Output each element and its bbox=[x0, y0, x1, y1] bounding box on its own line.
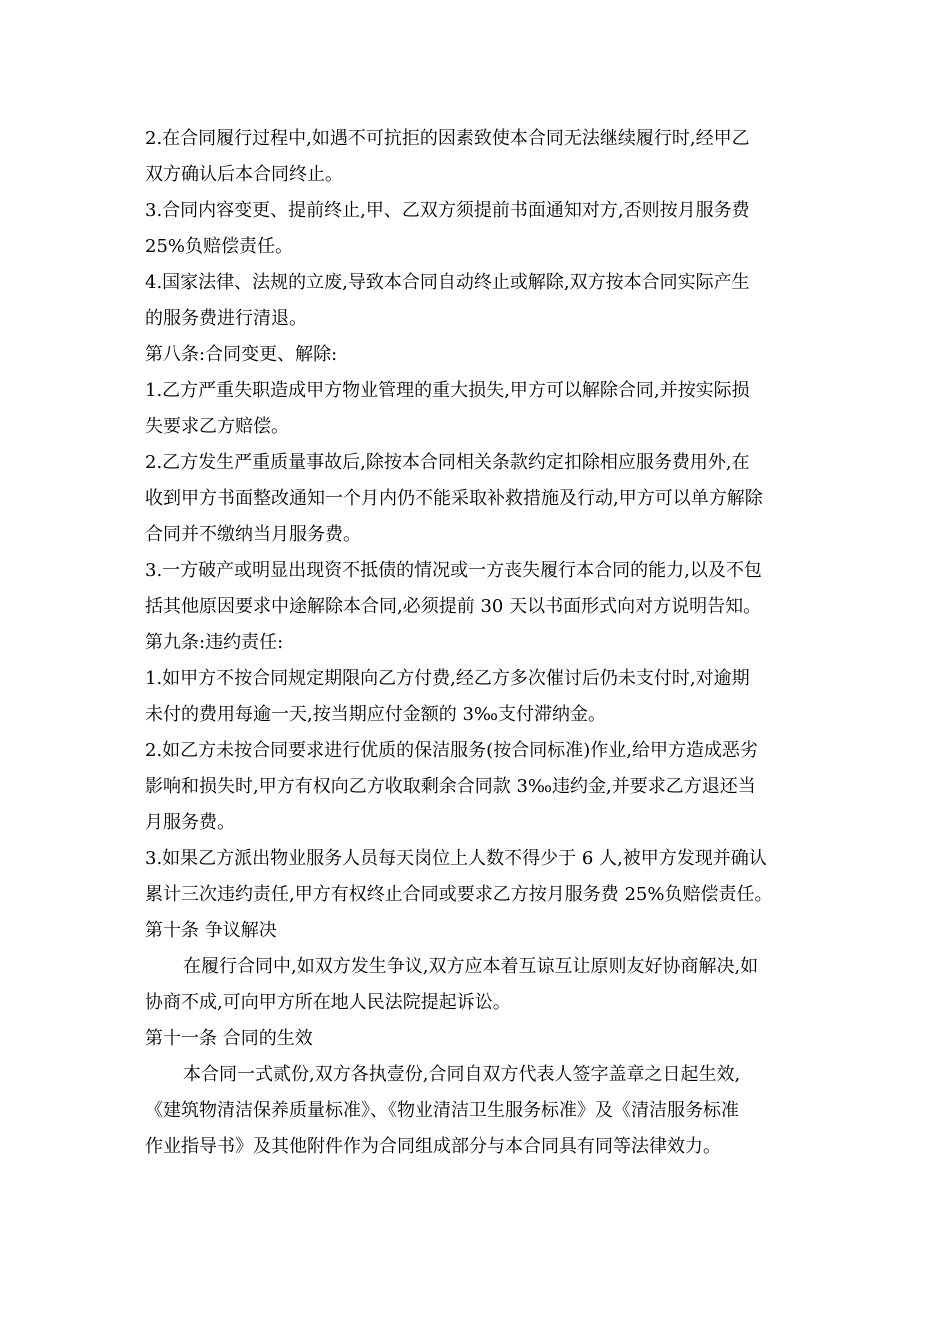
clause-7-item-3-line-1: 3.合同内容变更、提前终止,甲、乙双方须提前书面通知对方,否则按月服务费 bbox=[145, 200, 750, 221]
clause-10-body-line-1: 在履行合同中,如双方发生争议,双方应本着互谅互让原则友好协商解决,如 bbox=[183, 956, 759, 977]
clause-8-item-1-line-1: 1.乙方严重失职造成甲方物业管理的重大损失,甲方可以解除合同,并按实际损 bbox=[145, 380, 750, 401]
clause-10-heading: 第十条 争议解决 bbox=[145, 920, 277, 941]
clause-11-body-line-2: 《建筑物清洁保养质量标准》、《物业清洁卫生服务标准》及《清洁服务标准 bbox=[145, 1100, 739, 1121]
clause-8-item-1-line-2: 失要求乙方赔偿。 bbox=[145, 416, 289, 437]
clause-7-item-2-line-1: 2.在合同履行过程中,如遇不可抗拒的因素致使本合同无法继续履行时,经甲乙 bbox=[145, 128, 750, 149]
document-page bbox=[145, 121, 809, 1165]
clause-7-item-2-line-2: 双方确认后本合同终止。 bbox=[145, 164, 343, 185]
clause-9-item-2-line-3: 月服务费。 bbox=[145, 812, 235, 833]
clause-8-item-2-line-2: 收到甲方书面整改通知一个月内仍不能采取补救措施及行动,甲方可以单方解除 bbox=[145, 488, 763, 509]
clause-9-heading: 第九条:违约责任: bbox=[145, 632, 284, 653]
clause-7-item-3-line-2: 25%负赔偿责任。 bbox=[145, 236, 294, 257]
clause-9-item-2-line-1: 2.如乙方未按合同要求进行优质的保洁服务(按合同标准)作业,给甲方造成恶劣 bbox=[145, 740, 758, 761]
clause-8-item-2-line-3: 合同并不缴纳当月服务费。 bbox=[145, 524, 361, 545]
clause-11-body-line-3: 作业指导书》及其他附件作为合同组成部分与本合同具有同等法律效力。 bbox=[145, 1136, 721, 1157]
clause-9-item-3-line-1: 3.如果乙方派出物业服务人员每天岗位上人数不得少于 6 人,被甲方发现并确认 bbox=[145, 848, 767, 869]
clause-10-body-line-2: 协商不成,可向甲方所在地人民法院提起诉讼。 bbox=[145, 992, 511, 1013]
clause-8-heading: 第八条:合同变更、解除: bbox=[145, 344, 338, 365]
clause-9-item-1-line-1: 1.如甲方不按合同规定期限向乙方付费,经乙方多次催讨后仍未支付时,对逾期 bbox=[145, 668, 750, 689]
clause-9-item-2-line-2: 影响和损失时,甲方有权向乙方收取剩余合同款 3‰违约金,并要求乙方退还当 bbox=[145, 776, 756, 797]
clause-8-item-3-line-2: 括其他原因要求中途解除本合同,必须提前 30 天以书面形式向对方说明告知。 bbox=[145, 596, 762, 617]
clause-11-heading: 第十一条 合同的生效 bbox=[145, 1028, 313, 1049]
clause-8-item-3-line-1: 3.一方破产或明显出现资不抵债的情况或一方丧失履行本合同的能力,以及不包 bbox=[145, 560, 762, 581]
clause-7-item-4-line-2: 的服务费进行清退。 bbox=[145, 308, 307, 329]
clause-7-item-4-line-1: 4.国家法律、法规的立废,导致本合同自动终止或解除,双方按本合同实际产生 bbox=[145, 272, 750, 293]
clause-9-item-3-line-2: 累计三次违约责任,甲方有权终止合同或要求乙方按月服务费 25%负赔偿责任。 bbox=[145, 884, 773, 905]
clause-11-body-line-1: 本合同一式贰份,双方各执壹份,合同自双方代表人签字盖章之日起生效, bbox=[183, 1064, 741, 1085]
clause-8-item-2-line-1: 2.乙方发生严重质量事故后,除按本合同相关条款约定扣除相应服务费用外,在 bbox=[145, 452, 750, 473]
clause-9-item-1-line-2: 未付的费用每逾一天,按当期应付金额的 3‰支付滞纳金。 bbox=[145, 704, 607, 725]
